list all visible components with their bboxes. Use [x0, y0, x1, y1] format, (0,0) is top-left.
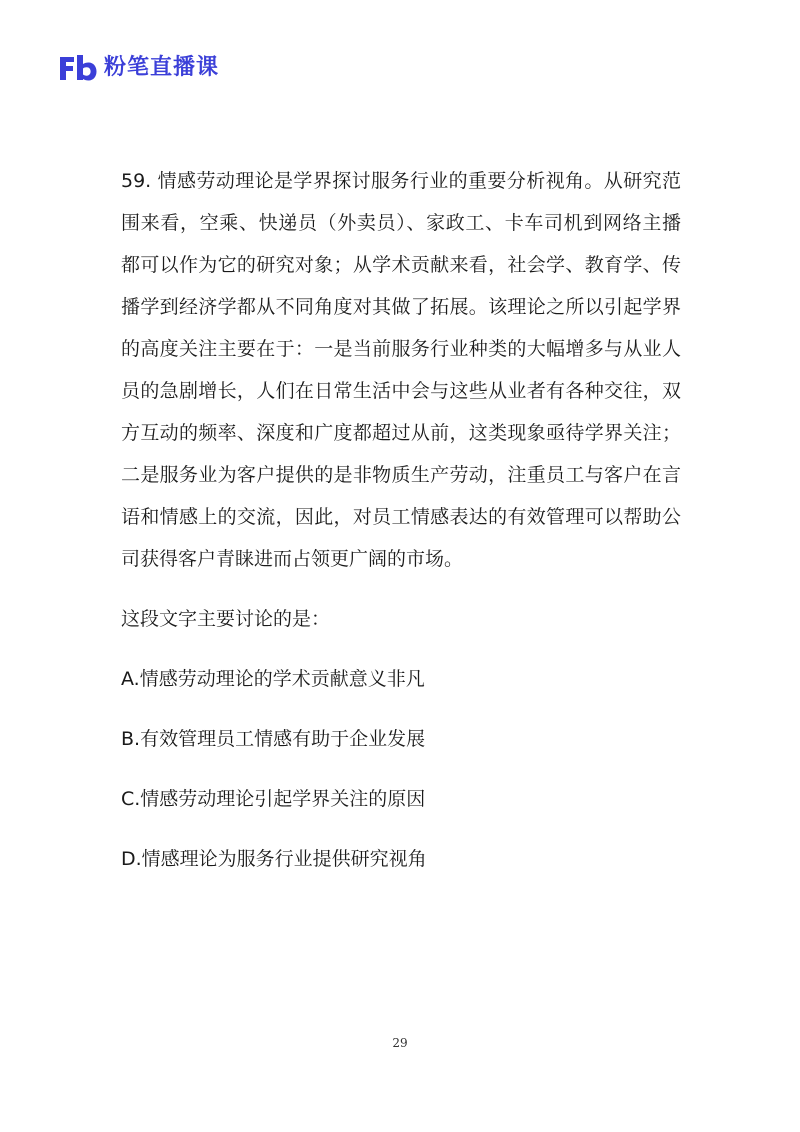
- question-prompt: 这段文字主要讨论的是：: [121, 608, 331, 630]
- page-header: [58, 52, 219, 84]
- option-b: B.有效管理员工情感有助于企业发展: [121, 728, 426, 750]
- option-d: D.情感理论为服务行业提供研究视角: [121, 848, 427, 870]
- fb-logo-icon: [58, 53, 98, 83]
- option-c: C.情感劳动理论引起学界关注的原因: [121, 788, 426, 810]
- question-block: [121, 160, 681, 880]
- option-a: A.情感劳动理论的学术贡献意义非凡: [121, 668, 425, 690]
- page-number: 29: [392, 1036, 408, 1050]
- question-passage: 59. 情感劳动理论是学界探讨服务行业的重要分析视角。从研究范围来看，空乘、快递员（外卖员）、家政工、卡车司机到网络主播都可以作为它的研究对象；从学术贡献来看，社会学、教育学、传播学到经济学都从不同角度对其做了拓展。该理论之所以引起学界的高度关注主要在于：一是当前服务行业种类的大幅增多与从业人员的急剧增长，人们在日常生活中会与这些从业者有各种交往，双方互动的频率、深度和广度都超过从前，这类现象亟待学界关注；二是服务业为客户提供的是非物质生产劳动，注重员工与客户在言语和情感上的交流，因此，对员工情感表达的有效管理可以帮助公司获得客户青睐进而占领更广阔的市场。: [121, 170, 681, 570]
- brand-name: 粉笔直播课: [104, 55, 220, 80]
